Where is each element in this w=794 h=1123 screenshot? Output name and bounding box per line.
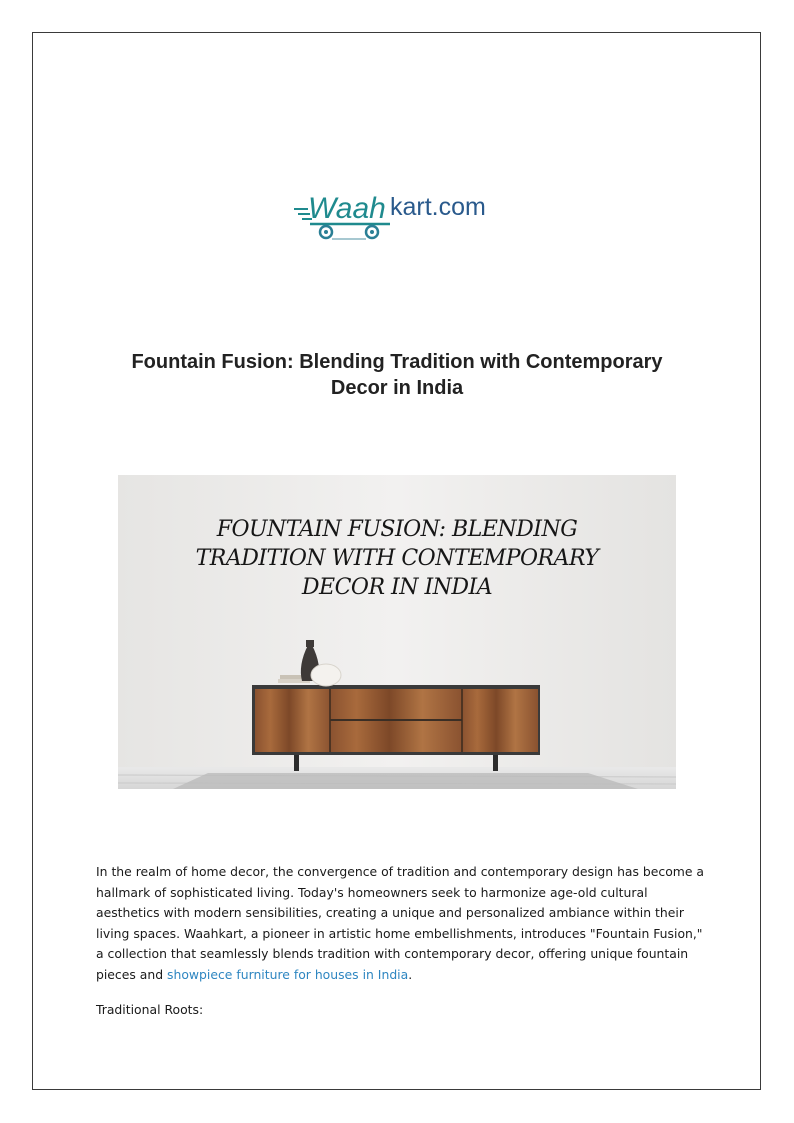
showpiece-furniture-link[interactable]: showpiece furniture for houses in India — [167, 966, 409, 982]
waahkart-logo — [290, 185, 505, 245]
document-title-line2: Decor in India — [330, 377, 464, 399]
hero-image — [118, 475, 676, 789]
hero-title-line3: DECOR IN INDIA — [301, 575, 493, 600]
hero-title-line2: TRADITION WITH CONTEMPORARY — [195, 546, 599, 571]
logo-text-main: Waah — [308, 192, 386, 225]
intro-paragraph-text: In the realm of home decor, the convergence of tradition and contemporary design has become a hallmark of sophisticated living. Today's homeowners seek to harmonize age-old cultural aesthetics with modern sensibilities, creating a unique and personalized ambiance within their living spaces. Waahkart, a pioneer in artistic home embellishments, introduces "Fountain Fusion," a collection that seamlessly blends tradition with contemporary decor, offering unique fountain pieces and — [96, 864, 705, 982]
body-text — [96, 862, 706, 1034]
hero-title — [118, 515, 676, 602]
intro-paragraph-end: . — [408, 966, 413, 982]
document-title-line1: Fountain Fusion: Blending Tradition with Contemporary — [131, 351, 663, 373]
document-title — [80, 349, 714, 401]
section-heading: Traditional Roots: — [96, 1001, 204, 1017]
logo-text-accent: kart.com — [390, 193, 486, 221]
hero-title-line1: FOUNTAIN FUSION: BLENDING — [216, 517, 578, 542]
intro-paragraph — [96, 862, 706, 986]
